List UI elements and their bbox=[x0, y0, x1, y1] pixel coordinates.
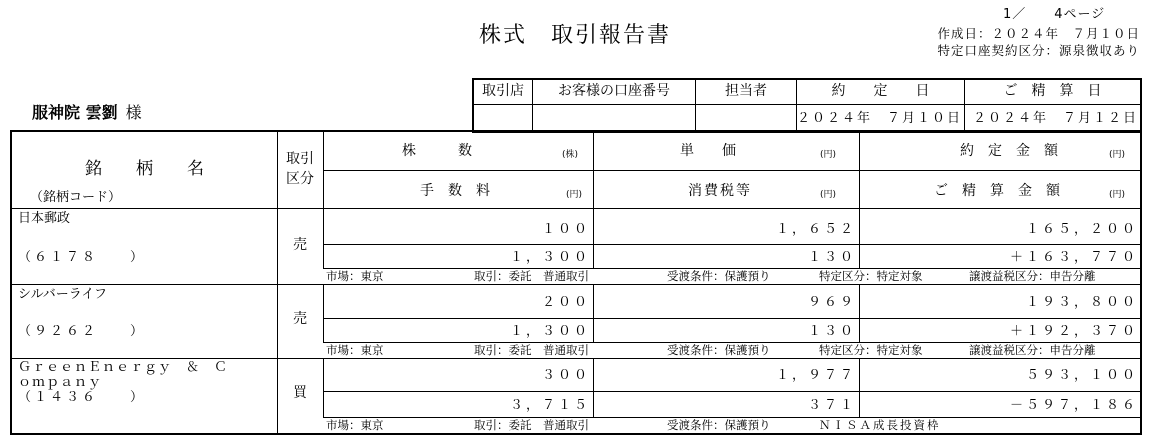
row1-contract-amount: １６５，２００ bbox=[1025, 222, 1138, 237]
row3-price: １，９７７ bbox=[775, 368, 856, 383]
row2-settlement-amount: ＋１９２，３７０ bbox=[1009, 324, 1138, 339]
row1-shares: １００ bbox=[541, 222, 590, 237]
column-tax-unit: (円) bbox=[820, 190, 837, 200]
row3-tax: ３７１ bbox=[807, 398, 856, 413]
row1-settlement-amount: ＋１６３，７７０ bbox=[1009, 250, 1138, 265]
customer-name: 服神院 雲劉 bbox=[32, 103, 118, 122]
row1-stock-code: （６１７８ ） bbox=[18, 250, 147, 265]
row1-price: １，６５２ bbox=[775, 222, 856, 237]
row2-trade: 取引：委託 普通取引 bbox=[474, 343, 589, 357]
column-type-bottom: 区分 bbox=[286, 171, 314, 187]
row1-tax-class: 譲渡益税区分：申告分離 bbox=[969, 269, 1096, 283]
trade-table bbox=[10, 130, 1142, 435]
column-fee-unit: (円) bbox=[566, 190, 583, 200]
row3-shares: ３００ bbox=[541, 368, 590, 383]
row2-price: ９６９ bbox=[807, 295, 856, 310]
row2-trade-type: 売 bbox=[293, 311, 307, 327]
created-date: 作成日：２０２４年 ７月１０日 bbox=[937, 26, 1140, 41]
column-shares: 株 数 bbox=[402, 143, 472, 159]
row2-stock-name: シルバーライフ bbox=[18, 287, 107, 302]
row1-fee: １，３００ bbox=[509, 250, 590, 265]
column-shares-unit: (株) bbox=[562, 150, 579, 160]
column-contract-amount-unit: (円) bbox=[1109, 150, 1126, 160]
row3-account: ＮＩＳＡ成長投資枠 bbox=[819, 418, 941, 432]
row2-account: 特定区分：特定対象 bbox=[819, 343, 923, 357]
row2-fee: １，３００ bbox=[509, 324, 590, 339]
document-title: 株式 取引報告書 bbox=[478, 23, 671, 48]
header-info-table bbox=[472, 78, 1142, 133]
account-type: 特定口座契約区分：源泉徴収あり bbox=[937, 43, 1140, 58]
row2-delivery: 受渡条件：保護預り bbox=[667, 343, 771, 357]
row3-settlement-amount: －５９７，１８６ bbox=[1009, 398, 1138, 413]
header-contract-date: 約 定 日 bbox=[831, 83, 930, 99]
row2-market: 市場：東京 bbox=[326, 343, 384, 357]
column-unit-price: 単 価 bbox=[680, 143, 736, 159]
column-settlement-amount-unit: (円) bbox=[1109, 190, 1126, 200]
header-branch: 取引店 bbox=[482, 83, 524, 99]
customer bbox=[32, 100, 142, 123]
row3-delivery: 受渡条件：保護預り bbox=[667, 418, 771, 432]
settlement-date-value: ２０２４年 ７月１２日 bbox=[972, 111, 1138, 126]
row3-stock-name-line2: ｏｍｐａｎｙ bbox=[18, 375, 103, 390]
row2-tax: １３０ bbox=[807, 324, 856, 339]
row3-trade-type: 買 bbox=[293, 385, 307, 401]
row2-contract-amount: １９３，８００ bbox=[1025, 295, 1138, 310]
row1-account: 特定区分：特定対象 bbox=[819, 269, 923, 283]
row3-stock-name-line1: ＧｒｅｅｎＥｎｅｒｇｙ ＆ Ｃ bbox=[18, 360, 229, 375]
row2-stock-code: （９２６２ ） bbox=[18, 324, 147, 339]
row3-contract-amount: ５９３，１００ bbox=[1025, 368, 1138, 383]
column-stock-name: 銘 柄 名 bbox=[85, 159, 204, 179]
row3-stock-code: （１４３６ ） bbox=[18, 390, 147, 405]
row1-delivery: 受渡条件：保護預り bbox=[667, 269, 771, 283]
column-tax: 消費税等 bbox=[688, 183, 752, 199]
row3-trade: 取引：委託 普通取引 bbox=[474, 418, 589, 432]
row1-trade: 取引：委託 普通取引 bbox=[474, 269, 589, 283]
row2-tax-class: 譲渡益税区分：申告分離 bbox=[969, 343, 1096, 357]
contract-date-value: ２０２４年 ７月１０日 bbox=[797, 111, 963, 126]
row1-market: 市場：東京 bbox=[326, 269, 384, 283]
row3-fee: ３，７１５ bbox=[509, 398, 590, 413]
row1-tax: １３０ bbox=[807, 250, 856, 265]
row1-stock-name: 日本郵政 bbox=[18, 211, 71, 226]
header-settlement-date: ご 精 算 日 bbox=[1003, 83, 1102, 99]
header-staff: 担当者 bbox=[725, 83, 767, 99]
column-unit-price-unit: (円) bbox=[820, 150, 837, 160]
row1-trade-type: 売 bbox=[293, 237, 307, 253]
column-stock-code: （銘柄コード） bbox=[30, 190, 122, 205]
column-fee: 手 数 料 bbox=[420, 183, 490, 199]
column-contract-amount: 約 定 金 額 bbox=[960, 143, 1058, 159]
column-settlement-amount: ご 精 算 金 額 bbox=[934, 183, 1060, 199]
row3-market: 市場：東京 bbox=[326, 418, 384, 432]
page-indicator: 1／ 4ページ bbox=[1003, 7, 1106, 22]
header-account-number: お客様の口座番号 bbox=[558, 83, 670, 99]
customer-honorific: 様 bbox=[125, 103, 142, 122]
column-type-top: 取引 bbox=[286, 151, 314, 167]
row2-shares: ２００ bbox=[541, 295, 590, 310]
